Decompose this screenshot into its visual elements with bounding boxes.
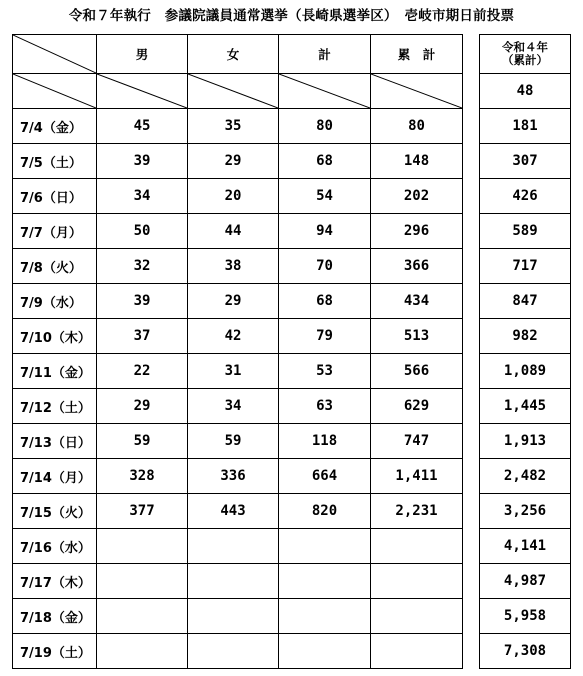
diagonal-cell (13, 74, 97, 109)
total-cell: 664 (279, 459, 371, 494)
male-cell (97, 634, 188, 669)
prev-row (480, 109, 571, 144)
date-cell: 7/11（金） (13, 354, 97, 389)
pre-period-row (13, 74, 463, 109)
male-cell (97, 564, 188, 599)
date-cell: 7/8（火） (13, 249, 97, 284)
prev-cumulative-cell: 3,256 (480, 494, 571, 529)
prev-header-row (480, 35, 571, 74)
total-cell (279, 599, 371, 634)
female-cell (188, 634, 279, 669)
diagonal-line (13, 35, 96, 73)
cumulative-cell: 629 (371, 389, 463, 424)
female-cell: 29 (188, 144, 279, 179)
prev-row (480, 599, 571, 634)
prev-cumulative-cell: 1,445 (480, 389, 571, 424)
table-row (13, 634, 463, 669)
male-cell: 39 (97, 144, 188, 179)
prev-pre-row (480, 74, 571, 109)
corner-cell (13, 35, 97, 74)
date-cell: 7/10（木） (13, 319, 97, 354)
table-row (13, 389, 463, 424)
prev-row (480, 284, 571, 319)
cumulative-cell: 2,231 (371, 494, 463, 529)
date-cell: 7/16（水） (13, 529, 97, 564)
table-row (13, 354, 463, 389)
prev-cumulative-cell: 5,958 (480, 599, 571, 634)
prev-cumulative-cell: 181 (480, 109, 571, 144)
prev-cumulative-cell: 717 (480, 249, 571, 284)
cumulative-cell (371, 529, 463, 564)
table-row (13, 109, 463, 144)
cumulative-cell: 434 (371, 284, 463, 319)
diagonal-cell (279, 74, 371, 109)
date-cell: 7/19（土） (13, 634, 97, 669)
prev-row (480, 424, 571, 459)
date-cell: 7/5（土） (13, 144, 97, 179)
header-male: 男 (97, 35, 188, 74)
male-cell: 39 (97, 284, 188, 319)
prev-row (480, 494, 571, 529)
table-row (13, 424, 463, 459)
date-cell: 7/15（火） (13, 494, 97, 529)
cumulative-cell: 296 (371, 214, 463, 249)
prev-cumulative-cell: 426 (480, 179, 571, 214)
prev-row (480, 634, 571, 669)
female-cell: 59 (188, 424, 279, 459)
female-cell (188, 599, 279, 634)
male-cell: 59 (97, 424, 188, 459)
table-row (13, 144, 463, 179)
male-cell: 32 (97, 249, 188, 284)
date-cell: 7/18（金） (13, 599, 97, 634)
female-cell: 38 (188, 249, 279, 284)
prev-cumulative-cell: 7,308 (480, 634, 571, 669)
diagonal-cell (188, 74, 279, 109)
female-cell: 34 (188, 389, 279, 424)
male-cell: 37 (97, 319, 188, 354)
prev-cumulative-cell: 982 (480, 319, 571, 354)
table-row (13, 284, 463, 319)
prev-header (480, 35, 571, 74)
header-total: 計 (279, 35, 371, 74)
male-cell: 328 (97, 459, 188, 494)
table-row (13, 599, 463, 634)
page-title: 令和７年執行 参議院議員通常選挙（長崎県選挙区） 壱岐市期日前投票 (68, 8, 515, 24)
table-row (13, 179, 463, 214)
cumulative-cell: 566 (371, 354, 463, 389)
prev-row (480, 389, 571, 424)
female-cell: 31 (188, 354, 279, 389)
early-voting-table (12, 34, 463, 669)
prev-row (480, 529, 571, 564)
prev-row (480, 564, 571, 599)
total-cell: 68 (279, 284, 371, 319)
total-cell: 68 (279, 144, 371, 179)
cumulative-cell: 202 (371, 179, 463, 214)
prev-row (480, 319, 571, 354)
male-cell: 50 (97, 214, 188, 249)
prev-row (480, 144, 571, 179)
diagonal-cell (371, 74, 463, 109)
table-row (13, 459, 463, 494)
cumulative-cell: 148 (371, 144, 463, 179)
cumulative-cell (371, 599, 463, 634)
male-cell: 45 (97, 109, 188, 144)
prev-cumulative-cell: 4,987 (480, 564, 571, 599)
prev-row (480, 249, 571, 284)
total-cell: 53 (279, 354, 371, 389)
total-cell: 79 (279, 319, 371, 354)
total-cell: 118 (279, 424, 371, 459)
header-cumulative: 累 計 (371, 35, 463, 74)
header-row (13, 35, 463, 74)
cumulative-cell: 747 (371, 424, 463, 459)
female-cell: 44 (188, 214, 279, 249)
date-cell: 7/4（金） (13, 109, 97, 144)
male-cell (97, 529, 188, 564)
prev-header-line2: （累計） (502, 53, 548, 67)
table-row (13, 494, 463, 529)
table-row (13, 319, 463, 354)
prev-row (480, 354, 571, 389)
prev-pre-value: 48 (480, 74, 571, 109)
total-cell: 70 (279, 249, 371, 284)
total-cell: 820 (279, 494, 371, 529)
cumulative-cell: 366 (371, 249, 463, 284)
date-cell: 7/12（土） (13, 389, 97, 424)
prev-row (480, 179, 571, 214)
female-cell: 20 (188, 179, 279, 214)
date-cell: 7/7（月） (13, 214, 97, 249)
cumulative-cell: 513 (371, 319, 463, 354)
prev-cumulative-cell: 2,482 (480, 459, 571, 494)
date-cell: 7/9（水） (13, 284, 97, 319)
cumulative-cell (371, 564, 463, 599)
female-cell: 443 (188, 494, 279, 529)
table-row (13, 249, 463, 284)
date-cell: 7/6（日） (13, 179, 97, 214)
prev-cumulative-cell: 589 (480, 214, 571, 249)
prev-cumulative-cell: 307 (480, 144, 571, 179)
prev-header-line1: 令和４年 (502, 40, 548, 54)
previous-election-table (479, 34, 571, 669)
female-cell (188, 564, 279, 599)
total-cell: 63 (279, 389, 371, 424)
female-cell: 29 (188, 284, 279, 319)
total-cell (279, 634, 371, 669)
female-cell (188, 529, 279, 564)
female-cell: 35 (188, 109, 279, 144)
male-cell: 22 (97, 354, 188, 389)
female-cell: 336 (188, 459, 279, 494)
female-cell: 42 (188, 319, 279, 354)
table-row (13, 529, 463, 564)
table-row (13, 564, 463, 599)
total-cell: 80 (279, 109, 371, 144)
prev-cumulative-cell: 4,141 (480, 529, 571, 564)
date-cell: 7/17（木） (13, 564, 97, 599)
table-row (13, 214, 463, 249)
total-cell (279, 564, 371, 599)
male-cell: 29 (97, 389, 188, 424)
prev-cumulative-cell: 1,089 (480, 354, 571, 389)
prev-cumulative-cell: 1,913 (480, 424, 571, 459)
cumulative-cell: 80 (371, 109, 463, 144)
male-cell (97, 599, 188, 634)
cumulative-cell: 1,411 (371, 459, 463, 494)
date-cell: 7/13（日） (13, 424, 97, 459)
male-cell: 377 (97, 494, 188, 529)
total-cell: 54 (279, 179, 371, 214)
prev-row (480, 459, 571, 494)
prev-cumulative-cell: 847 (480, 284, 571, 319)
male-cell: 34 (97, 179, 188, 214)
diagonal-cell (97, 74, 188, 109)
header-female: 女 (188, 35, 279, 74)
total-cell (279, 529, 371, 564)
prev-row (480, 214, 571, 249)
total-cell: 94 (279, 214, 371, 249)
date-cell: 7/14（月） (13, 459, 97, 494)
cumulative-cell (371, 634, 463, 669)
